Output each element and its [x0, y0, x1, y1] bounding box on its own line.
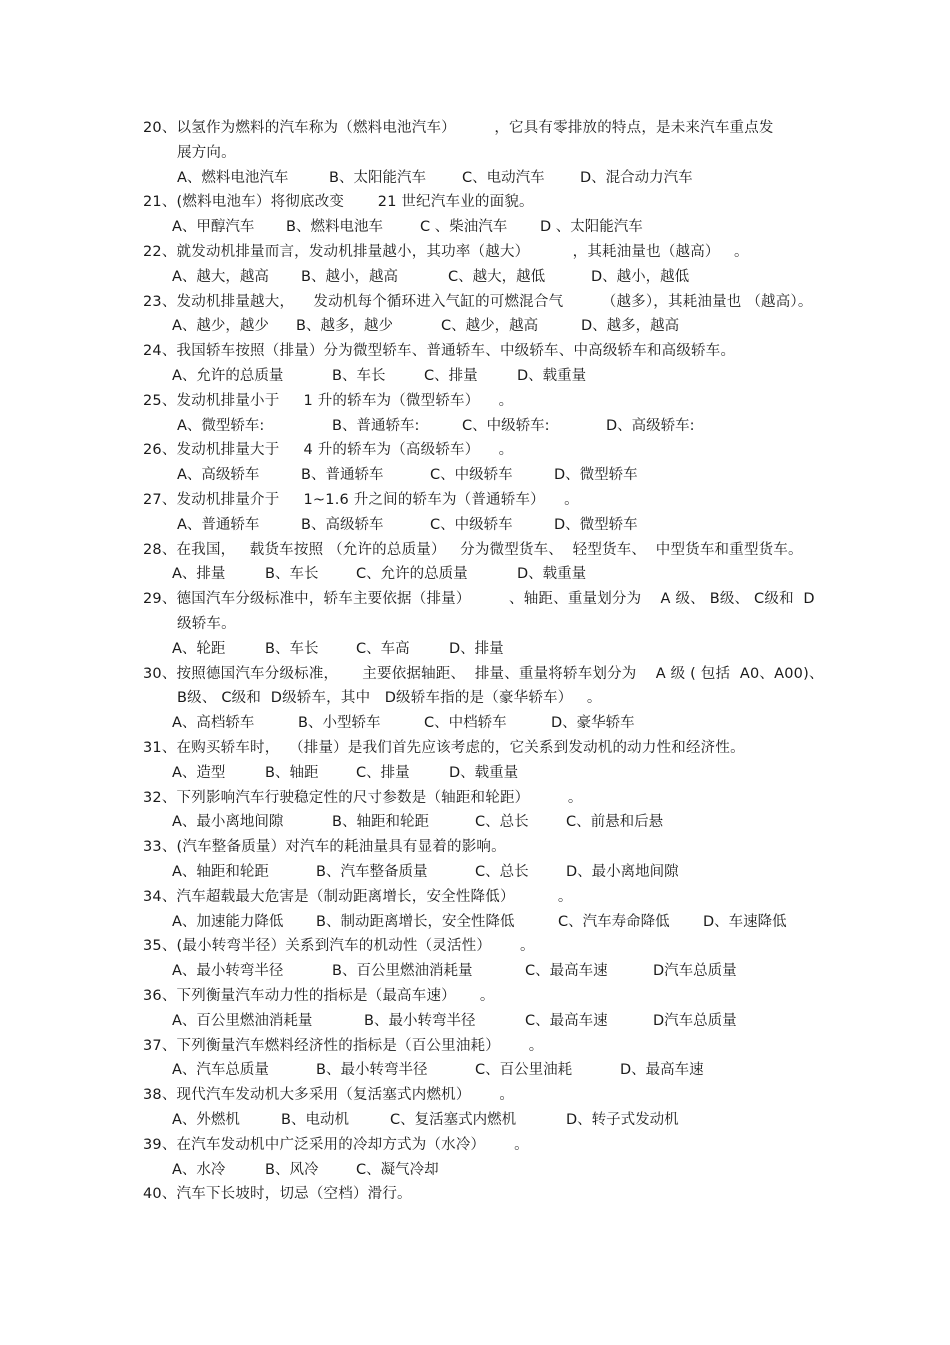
answer-option: D、转子式发动机: [566, 1112, 679, 1128]
answer-option: C、最高车速: [525, 963, 608, 980]
answer-option: A、外燃机: [172, 1112, 240, 1128]
answer-option: A、越大，越高: [172, 268, 269, 285]
answer-option: D、载重量: [449, 764, 519, 781]
answer-option: D、最小离地间隙: [566, 864, 679, 880]
answer-option: B、高级轿车: [301, 516, 384, 533]
answer-option: D、微型轿车: [554, 467, 638, 484]
answer-option: B、最小转弯半径: [364, 1012, 476, 1029]
question-stem: 25、发动机排量小于 1 升的轿车为（微型轿车） 。: [143, 392, 514, 409]
answer-option: A、排量: [172, 566, 226, 583]
answer-option: A、微型轿车:: [177, 417, 265, 434]
answer-option: D、混合动力汽车: [580, 169, 693, 186]
answer-option: B、风冷: [265, 1161, 319, 1178]
answer-option: A、普通轿车: [177, 516, 260, 533]
answer-option: A、高级轿车: [177, 467, 260, 484]
question-stem: 30、按照德国汽车分级标准， 主要依据轴距、 排量、重量将轿车划分为 A 级 ( 包括 A0、A00)、: [143, 665, 824, 682]
answer-option: B、普通轿车: [301, 467, 384, 484]
answer-option: A、轮距: [172, 640, 226, 657]
answer-option: A、百公里燃油消耗量: [172, 1012, 313, 1029]
answer-option: D、越多，越高: [581, 318, 680, 335]
answer-option: D、豪华轿车: [551, 715, 635, 732]
answer-option: B、汽车整备质量: [316, 864, 428, 880]
answer-option: B、轴距和轮距: [332, 814, 429, 831]
answer-option: D、微型轿车: [554, 516, 638, 533]
answer-option: A、水冷: [172, 1161, 226, 1178]
question-stem: 32、下列影响汽车行驶稳定性的尺寸参数是（轴距和轮距） 。: [143, 789, 583, 806]
answer-option: C、排量: [424, 368, 478, 384]
question-stem: 23、发动机排量越大， 发动机每个循环进入气缸的可燃混合气 （越多），其耗油量也 （越高）。: [143, 293, 813, 310]
answer-option: B、小型轿车: [298, 715, 381, 732]
answer-option: A、越少，越少: [172, 318, 269, 335]
question-stem: 37、下列衡量汽车燃料经济性的指标是（百公里油耗） 。: [143, 1037, 544, 1054]
question-stem: 20、以氢作为燃料的汽车称为（燃料电池汽车） ，它具有零排放的特点，是未来汽车重点发: [143, 120, 774, 136]
answer-option: B、最小转弯半径: [316, 1062, 428, 1079]
answer-option: C、中级轿车:: [462, 417, 550, 434]
answer-option: A、造型: [172, 764, 226, 781]
answer-option: C、最高车速: [525, 1012, 608, 1029]
answer-option: C、车高: [356, 640, 410, 657]
answer-option: B、制动距离增长，安全性降低: [316, 913, 515, 930]
question-stem: 29、德国汽车分级标准中，轿车主要依据（排量） 、轴距、重量划分为 A 级、 B级、 C级和 D: [143, 591, 815, 608]
question-stem: 34、汽车超载最大危害是（制动距离增长，安全性降低） 。: [143, 888, 573, 905]
question-stem: 40、汽车下长坡时，切忌（空档）滑行。: [143, 1186, 412, 1203]
answer-option: C、百公里油耗: [475, 1062, 573, 1079]
question-stem-continuation: 展方向。: [177, 144, 236, 161]
answer-option: C、总长: [475, 814, 529, 831]
question-stem: 35、(最小转弯半径）关系到汽车的机动性（灵活性） 。: [143, 938, 535, 955]
question-stem: 36、下列衡量汽车动力性的指标是（最高车速） 。: [143, 988, 495, 1004]
answer-option: C 、柴油汽车: [420, 219, 508, 236]
answer-option: D 、太阳能汽车: [540, 219, 643, 236]
answer-option: C、中级轿车: [430, 467, 513, 484]
question-stem: 38、现代汽车发动机大多采用（复活塞式内燃机） 。: [143, 1087, 515, 1104]
answer-option: B、越多，越少: [296, 318, 393, 335]
answer-option: C、汽车寿命降低: [558, 913, 670, 930]
answer-option: B、普通轿车:: [332, 417, 420, 434]
question-stem: 24、我国轿车按照（排量）分为微型轿车、普通轿车、中级轿车、中高级轿车和高级轿车。: [143, 343, 736, 360]
question-stem: 27、发动机排量介于 1~1.6 升之间的轿车为（普通轿车） 。: [143, 492, 579, 508]
answer-option: B、百公里燃油消耗量: [332, 963, 473, 980]
answer-option: C、复活塞式内燃机: [390, 1112, 517, 1128]
answer-option: D、越小，越低: [591, 268, 690, 285]
answer-option: A、燃料电池汽车: [177, 169, 289, 186]
answer-option: B、燃料电池车: [286, 219, 383, 236]
question-stem-continuation: 级轿车。: [177, 616, 236, 632]
answer-option: A、允许的总质量: [172, 368, 284, 384]
answer-option: C、前悬和后悬: [566, 814, 664, 831]
answer-option: A、高档轿车: [172, 715, 255, 732]
answer-option: C、中档轿车: [424, 715, 507, 732]
answer-option: C、允许的总质量: [356, 566, 468, 583]
answer-option: A、汽车总质量: [172, 1062, 269, 1079]
answer-option: C、总长: [475, 864, 529, 880]
answer-option: D、载重量: [517, 368, 587, 384]
answer-option: C、越大，越低: [448, 268, 546, 285]
answer-option: C、中级轿车: [430, 516, 513, 533]
question-stem: 39、在汽车发动机中广泛采用的冷却方式为（水冷） 。: [143, 1136, 529, 1153]
answer-option: B、车长: [265, 566, 319, 583]
question-stem: 21、(燃料电池车）将彻底改变 21 世纪汽车业的面貌。: [143, 194, 534, 211]
answer-option: C、排量: [356, 764, 410, 781]
answer-option: C、电动汽车: [462, 169, 545, 186]
answer-option: A、轴距和轮距: [172, 864, 269, 880]
answer-option: A、最小转弯半径: [172, 963, 284, 980]
answer-option: B、车长: [265, 640, 319, 657]
question-stem: 33、(汽车整备质量）对汽车的耗油量具有显着的影响。: [143, 839, 506, 856]
answer-option: C、越少，越高: [441, 318, 539, 335]
answer-option: B、太阳能汽车: [329, 169, 426, 186]
answer-option: B、越小，越高: [301, 268, 398, 285]
question-stem-continuation: B级、 C级和 D级轿车，其中 D级轿车指的是（豪华轿车） 。: [177, 690, 602, 707]
answer-option: B、车长: [332, 368, 386, 384]
answer-option: A、加速能力降低: [172, 913, 284, 930]
answer-option: D汽车总质量: [653, 1012, 737, 1029]
question-stem: 28、在我国， 载货车按照 （允许的总质量） 分为微型货车、 轻型货车、 中型货车和重型货车。: [143, 541, 803, 558]
answer-option: D汽车总质量: [653, 963, 737, 980]
answer-option: D、排量: [449, 640, 504, 657]
answer-option: B、电动机: [281, 1112, 349, 1128]
answer-option: C、凝气冷却: [356, 1161, 439, 1178]
answer-option: D、载重量: [517, 566, 587, 583]
question-stem: 26、发动机排量大于 4 升的轿车为（高级轿车） 。: [143, 442, 514, 459]
question-stem: 22、就发动机排量而言，发动机排量越小，其功率（越大） ，其耗油量也（越高） 。: [143, 244, 749, 260]
answer-option: A、甲醇汽车: [172, 219, 255, 236]
answer-option: A、最小离地间隙: [172, 814, 284, 831]
answer-option: D、车速降低: [703, 913, 787, 930]
answer-option: D、高级轿车:: [606, 417, 695, 434]
answer-option: B、轴距: [265, 764, 319, 781]
answer-option: D、最高车速: [620, 1062, 704, 1079]
question-stem: 31、在购买轿车时， （排量）是我们首先应该考虑的，它关系到发动机的动力性和经济性。: [143, 740, 745, 756]
